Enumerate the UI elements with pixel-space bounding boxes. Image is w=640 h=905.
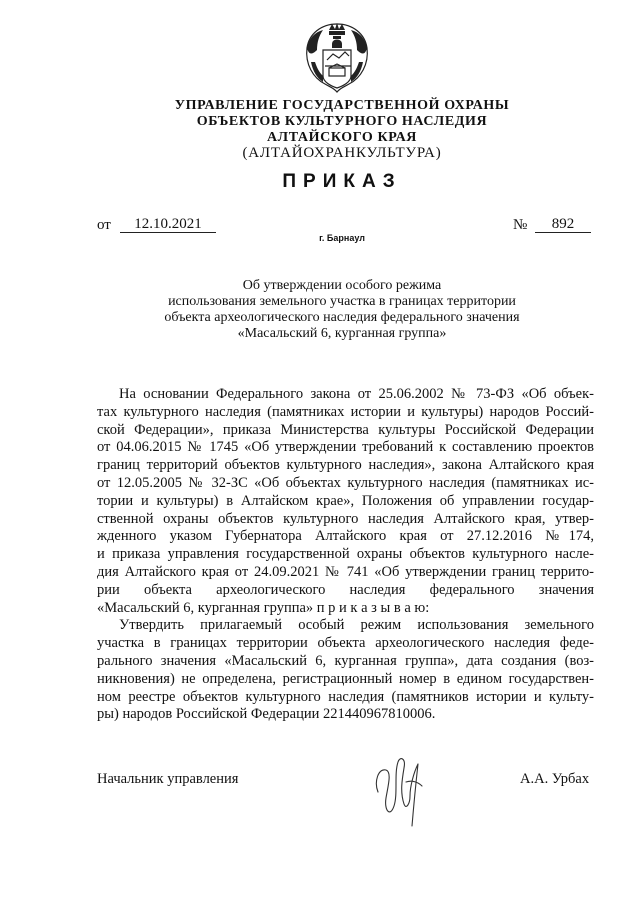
- body-line: ственной охраны объектов культурного наследия Алтайского края, утвер-: [97, 510, 594, 527]
- number-label: №: [513, 217, 528, 233]
- body-line: ской Федерации», приказа Министерства культуры Российской Федерации: [97, 421, 594, 438]
- subject-line: использования земельного участка в границах территории: [168, 294, 516, 309]
- handwritten-signature: [372, 752, 424, 830]
- subject-line: Об утверждении особого режима: [242, 278, 442, 293]
- org-name-line-2: ОБЪЕКТОВ КУЛЬТУРНОГО НАСЛЕДИЯ: [196, 114, 488, 129]
- document-number: 892: [535, 216, 591, 233]
- body-line: ры) народов Российской Федерации 221440967810006.: [97, 706, 436, 723]
- coat-of-arms-emblem: [299, 20, 375, 96]
- body-line: от 12.05.2005 № 32-ЗС «Об объектах культурного наследия (памятниках ис-: [97, 474, 594, 491]
- body-line: Утвердить прилагаемый особый режим использования земельного: [119, 617, 594, 634]
- org-short-name: (АЛТАЙОХРАНКУЛЬТУРА): [242, 145, 442, 161]
- signatory-name: А.А. Урбах: [520, 771, 590, 787]
- subject-line: объекта археологического наследия федерального значения: [164, 310, 520, 325]
- document-type-title: ПРИКАЗ: [282, 171, 402, 192]
- body-line: рального значения «Масальский 6, курганная группа», дата создания (воз-: [97, 652, 594, 669]
- date-label: от: [97, 217, 111, 233]
- document-date: 12.10.2021: [120, 216, 216, 233]
- org-name-line-3: АЛТАЙСКОГО КРАЯ: [266, 130, 418, 145]
- body-line: никновения) не определена, регистрационный номер в едином государствен-: [97, 670, 594, 687]
- body-line: «Масальский 6, курганная группа» п р и к а з ы в а ю:: [97, 599, 430, 616]
- body-line: жденного указом Губернатора Алтайского края от 27.12.2016 №174,: [97, 528, 594, 545]
- body-line: тории и культуры) в Алтайском крае», Положения об управлении государ-: [97, 492, 594, 509]
- body-line: дия Алтайского края от 24.09.2021 № 741 «Об утверждении границ террито-: [97, 563, 594, 580]
- signatory-title: Начальник управления: [97, 771, 239, 787]
- document-city: г. Барнаул: [319, 233, 365, 243]
- subject-line: «Масальский 6, курганная группа»: [237, 326, 447, 341]
- body-line: рии объекта археологического наследия федерального значения: [97, 581, 594, 598]
- body-line: участка в границах территории объекта археологического наследия феде-: [97, 635, 594, 652]
- body-line: границ территорий объектов культурного наследия», закона Алтайского края: [97, 457, 594, 474]
- body-line: ном реестре объектов культурного наследия (памятников истории и культу-: [97, 688, 594, 705]
- body-line: и приказа управления государственной охраны объектов культурного насле-: [97, 546, 594, 563]
- document-body: [97, 386, 594, 724]
- body-line: от 04.06.2015 № 1745 «Об утверждении требований к составлению проектов: [97, 439, 594, 456]
- org-name-line-1: УПРАВЛЕНИЕ ГОСУДАРСТВЕННОЙ ОХРАНЫ: [174, 98, 510, 113]
- document-subject: [0, 278, 640, 342]
- body-line: На основании Федерального закона от 25.06.2002 № 73-ФЗ «Об объек-: [119, 386, 594, 402]
- body-line: тах культурного наследия (памятниках истории и культуры) народов Россий-: [97, 403, 594, 420]
